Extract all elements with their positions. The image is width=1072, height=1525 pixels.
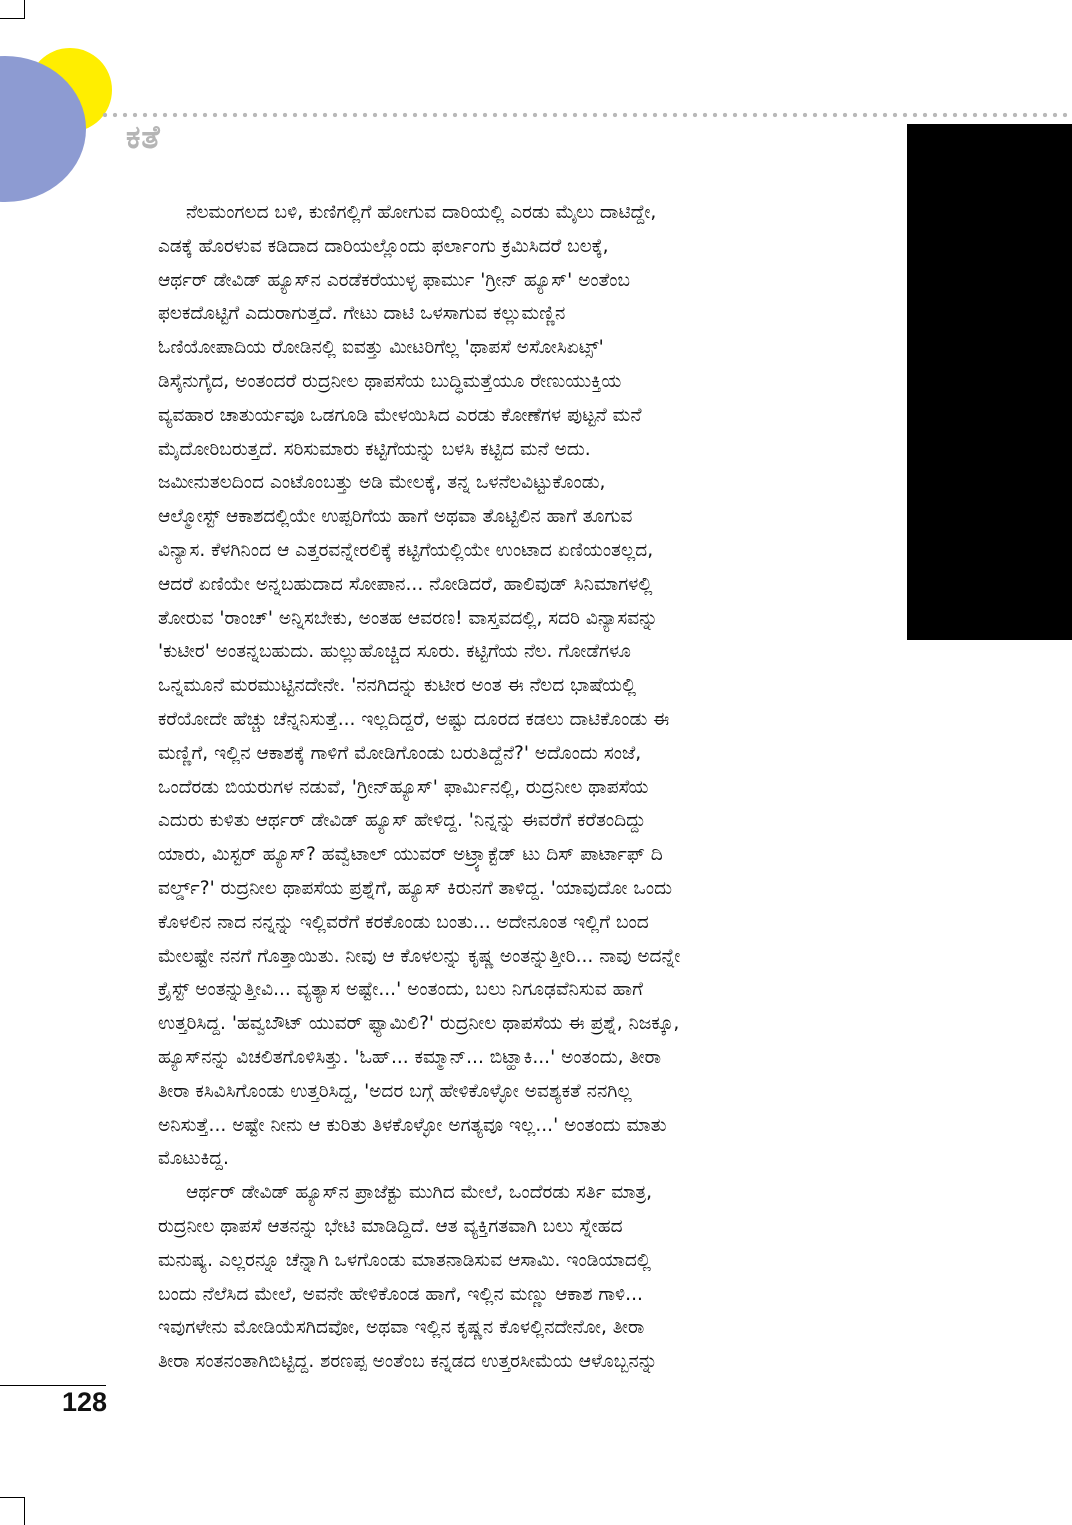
text-line: ಯಾರು, ಮಿಸ್ಟರ್ ಹ್ಯೂಸ್? ಹವ್ವೆಟಾಲ್ ಯುವರ್ ಅಟ್ರ್ಯಾಕ್ಟೆಡ್ ಟು ದಿಸ್ ಪಾರ್ಟಾಫ್ ದಿ xyxy=(158,844,663,866)
text-line: ಆರ್ಥರ್ ಡೇವಿಡ್ ಹ್ಯೂಸ್‌ನ ಪ್ರಾಜೆಕ್ಟು ಮುಗಿದ ಮೇಲೆ, ಒಂದೆರಡು ಸರ್ತಿ ಮಾತ್ರ, xyxy=(186,1182,653,1204)
text-line: ಹ್ಯೂಸ್‌ನನ್ನು ವಿಚಲಿತಗೊಳಿಸಿತ್ತು. 'ಓಹ್... ಕಮ್ಮಾನ್... ಬಿಟ್ಹಾಕಿ...' ಅಂತಂದು, ತೀರಾ xyxy=(158,1046,662,1068)
page-number: 128 xyxy=(62,1387,108,1417)
text-line: ಮೊಟುಕಿದ್ದ. xyxy=(158,1148,229,1170)
text-line: ಮನುಷ್ಯ. ಎಲ್ಲರನ್ನೂ ಚೆನ್ನಾಗಿ ಒಳಗೊಂಡು ಮಾತನಾಡಿಸುವ ಆಸಾಮಿ. ಇಂಡಿಯಾದಲ್ಲಿ xyxy=(158,1249,651,1271)
black-panel xyxy=(907,124,1072,640)
crop-mark-bottom-horizontal xyxy=(0,1497,25,1498)
text-line: ವರ್ಲ್ಡ್?' ರುದ್ರನೀಲ ಥಾಪಸೆಯ ಪ್ರಶ್ನೆಗೆ, ಹ್ಯೂಸ್ ಕಿರುನಗೆ ತಾಳಿದ್ದ. 'ಯಾವುದೋ ಒಂದು xyxy=(158,877,672,899)
text-line: ಬಂದು ನೆಲೆಸಿದ ಮೇಲೆ, ಅವನೇ ಹೇಳಿಕೊಂಡ ಹಾಗೆ, ಇಲ್ಲಿನ ಮಣ್ಣು ಆಕಾಶ ಗಾಳಿ... xyxy=(158,1283,643,1305)
section-label: ಕತೆ xyxy=(126,118,161,156)
text-line: ಮಣ್ಣಿಗೆ, ಇಲ್ಲಿನ ಆಕಾಶಕ್ಕೆ ಗಾಳಿಗೆ ಮೋಡಿಗೊಂಡು ಬರುತಿದ್ದೆನೆ?' ಅದೊಂದು ಸಂಜೆ, xyxy=(158,742,642,764)
text-line: ಆರ್ಥರ್ ಡೇವಿಡ್ ಹ್ಯೂಸ್‌ನ ಎರಡೆಕರೆಯುಳ್ಳ ಫಾರ್ಮು 'ಗ್ರೀನ್ ಹ್ಯೂಸ್' ಅಂತೆಂಬ xyxy=(158,269,631,291)
dotted-header-rule xyxy=(100,112,1072,118)
text-line: ಫಲಕದೊಟ್ಟಿಗೆ ಎದುರಾಗುತ್ತದೆ. ಗೇಟು ದಾಟಿ ಒಳಸಾಗುವ ಕಲ್ಲುಮಣ್ಣಿನ xyxy=(158,303,566,325)
text-line: ಎಡಕ್ಕೆ ಹೊರಳುವ ಕಡಿದಾದ ದಾರಿಯಲ್ಲೊಂದು ಫರ್ಲಾಂಗು ಕ್ರಮಿಸಿದರೆ ಬಲಕ್ಕೆ, xyxy=(158,235,609,257)
text-line: ಅನಿಸುತ್ತೆ... ಅಷ್ಟೇ ನೀನು ಆ ಕುರಿತು ತಿಳಕೊಳ್ಳೋ ಅಗತ್ಯವೂ ಇಲ್ಲ...' ಅಂತಂದು ಮಾತು xyxy=(158,1114,667,1136)
text-line: ತೀರಾ ಕಸಿವಿಸಿಗೊಂಡು ಉತ್ತರಿಸಿದ್ದ, 'ಅದರ ಬಗ್ಗೆ ಹೇಳಿಕೊಳ್ಳೋ ಅವಶ್ಯಕತೆ ನನಗಿಲ್ಲ xyxy=(158,1080,632,1102)
folio-rule xyxy=(0,1385,106,1386)
crop-mark-bottom-vertical xyxy=(24,1497,25,1525)
text-line: ಕರೆಯೋದೇ ಹೆಚ್ಚು ಚೆನ್ನನಿಸುತ್ತೆ... ಇಲ್ಲದಿದ್ದರೆ, ಅಷ್ಟು ದೂರದ ಕಡಲು ದಾಟಿಕೊಂಡು ಈ xyxy=(158,708,670,730)
text-line: ಆದರೆ ಏಣಿಯೇ ಅನ್ನಬಹುದಾದ ಸೋಪಾನ... ನೋಡಿದರೆ, ಹಾಲಿವುಡ್ ಸಿನಿಮಾಗಳಲ್ಲಿ xyxy=(158,573,653,595)
paragraph-1 xyxy=(158,196,898,1176)
text-line: ಉತ್ತರಿಸಿದ್ದ. 'ಹವ್ವಬೌಟ್ ಯುವರ್ ಫ್ಯಾಮಿಲಿ?' ರುದ್ರನೀಲ ಥಾಪಸೆಯ ಈ ಪ್ರಶ್ನೆ, ನಿಜಕ್ಕೂ, xyxy=(158,1013,680,1035)
crop-mark-top-vertical xyxy=(24,0,25,18)
text-line: ಒಂದೆರಡು ಬಿಯರುಗಳ ನಡುವೆ, 'ಗ್ರೀನ್‌ಹ್ಯೂಸ್' ಫಾರ್ಮಿನಲ್ಲಿ, ರುದ್ರನೀಲ ಥಾಪಸೆಯ xyxy=(158,776,649,798)
crop-mark-top-horizontal xyxy=(0,18,25,19)
text-line: ನೆಲಮಂಗಲದ ಬಳಿ, ಕುಣಿಗಲ್ಲಿಗೆ ಹೋಗುವ ದಾರಿಯಲ್ಲಿ ಎರಡು ಮೈಲು ದಾಟಿದ್ದೇ, xyxy=(186,202,657,223)
text-line: ವಿನ್ಯಾಸ. ಕೆಳಗಿನಿಂದ ಆ ಎತ್ತರವನ್ನೇರಲಿಕ್ಕೆ ಕಟ್ಟಿಗೆಯಲ್ಲಿಯೇ ಉಂಟಾದ ಏಣಿಯಂತಲ್ಲದ, xyxy=(158,539,654,561)
text-line: ಒನ್ನಮೂನೆ ಮರಮುಟ್ಟಿನದೇನೇ. 'ನನಗಿದನ್ನು ಕುಟೀರ ಅಂತ ಈ ನೆಲದ ಭಾಷೆಯಲ್ಲಿ xyxy=(158,675,637,697)
text-line: ಜಮೀನುತಲದಿಂದ ಎಂಟೊಂಬತ್ತು ಅಡಿ ಮೇಲಕ್ಕೆ, ತನ್ನ ಒಳನೆಲವಿಟ್ಟುಕೊಂಡು, xyxy=(158,472,606,494)
text-line: ಆಲ್ಮೋಸ್ಟ್ ಆಕಾಶದಲ್ಲಿಯೇ ಉಪ್ಪರಿಗೆಯ ಹಾಗೆ ಅಥವಾ ತೊಟ್ಟಿಲಿನ ಹಾಗೆ ತೂಗುವ xyxy=(158,506,633,528)
text-line: ಓಣಿಯೋಪಾದಿಯ ರೋಡಿನಲ್ಲಿ ಐವತ್ತು ಮೀಟರಿಗೆಲ್ಲ 'ಥಾಪಸೆ ಅಸೋಸಿಏಟ್ಸ್' xyxy=(158,337,604,359)
paragraph-2 xyxy=(158,1176,898,1379)
text-line: ಡಿಸೈನುಗೈದ, ಅಂತಂದರೆ ರುದ್ರನೀಲ ಥಾಪಸೆಯ ಬುದ್ಧಿಮತ್ತೆಯೂ ರೇಣುಯುಕ್ತಿಯ xyxy=(158,370,622,392)
text-line: ವ್ಯವಹಾರ ಚಾತುರ್ಯವೂ ಒಡಗೂಡಿ ಮೇಳಯಿಸಿದ ಎರಡು ಕೋಣೆಗಳ ಪುಟ್ಟನೆ ಮನೆ xyxy=(158,404,642,426)
text-line: ತೀರಾ ಸಂತನಂತಾಗಿಬಿಟ್ಟಿದ್ದ. ಶರಣಪ್ಪ ಅಂತೆಂಬ ಕನ್ನಡದ ಉತ್ತರಸೀಮೆಯ ಆಳೊಬ್ಬನನ್ನು xyxy=(158,1351,658,1373)
text-line: ರುದ್ರನೀಲ ಥಾಪಸೆ ಆತನನ್ನು ಭೇಟಿ ಮಾಡಿದ್ದಿದೆ. ಆತ ವ್ಯಕ್ತಿಗತವಾಗಿ ಬಲು ಸ್ನೇಹದ xyxy=(158,1215,623,1237)
text-line: ಎದುರು ಕುಳಿತು ಆರ್ಥರ್ ಡೇವಿಡ್ ಹ್ಯೂಸ್ ಹೇಳಿದ್ದ. 'ನಿನ್ನನ್ನು ಈವರೆಗೆ ಕರೆತಂದಿದ್ದು xyxy=(158,810,646,832)
text-line: ಮೇಲಷ್ಟೇ ನನಗೆ ಗೊತ್ತಾಯಿತು. ನೀವು ಆ ಕೊಳಲನ್ನು ಕೃಷ್ಣ ಅಂತನ್ನುತ್ತೀರಿ... ನಾವು ಅದನ್ನೇ xyxy=(158,945,681,967)
text-line: ತೋರುವ 'ರಾಂಚ್' ಅನ್ನಿಸಬೇಕು, ಅಂತಹ ಆವರಣ! ವಾಸ್ತವದಲ್ಲಿ, ಸದರಿ ವಿನ್ಯಾಸವನ್ನು xyxy=(158,607,658,629)
body-text xyxy=(158,196,898,1379)
text-line: ಕೊಳಲಿನ ನಾದ ನನ್ನನ್ನು ಇಲ್ಲಿವರೆಗೆ ಕರಕೊಂಡು ಬಂತು... ಅದೇನೂಂತ ಇಲ್ಲಿಗೆ ಬಂದ xyxy=(158,911,649,933)
text-line: 'ಕುಟೀರ' ಅಂತನ್ನಬಹುದು. ಹುಲ್ಲುಹೊಚ್ಚಿದ ಸೂರು. ಕಟ್ಟಿಗೆಯ ನೆಲ. ಗೋಡೆಗಳೂ xyxy=(158,641,631,663)
text-line: ಕ್ರೈಸ್ಟ್ ಅಂತನ್ನುತ್ತೀವಿ... ವ್ಯತ್ಯಾಸ ಅಷ್ಟೇ...' ಅಂತಂದು, ಬಲು ನಿಗೂಢವೆನಿಸುವ ಹಾಗೆ xyxy=(158,979,643,1001)
text-line: ಮೈದೋರಿಬರುತ್ತದೆ. ಸರಿಸುಮಾರು ಕಟ್ಟಿಗೆಯನ್ನು ಬಳಸಿ ಕಟ್ಟಿದ ಮನೆ ಅದು. xyxy=(158,438,591,460)
text-line: ಇವುಗಳೇನು ಮೋಡಿಯೆಸಗಿದವೋ, ಅಥವಾ ಇಲ್ಲಿನ ಕೃಷ್ಣನ ಕೊಳಲ್ಲಿನದೇನೋ, ತೀರಾ xyxy=(158,1317,645,1339)
